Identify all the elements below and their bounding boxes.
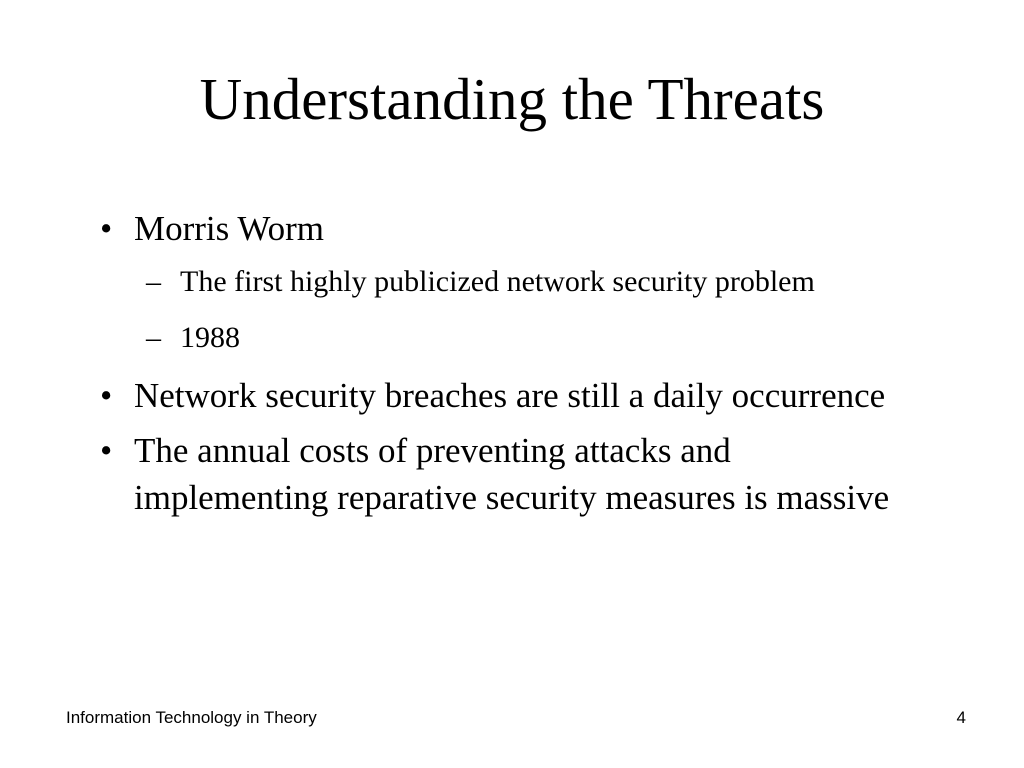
bullet-item [100, 427, 890, 521]
bullet-marker: • [100, 376, 113, 415]
sub-bullet-marker: – [146, 321, 161, 354]
footer-course-title: Information Technology in Theory [66, 708, 317, 727]
footer-page-number: 4 [956, 708, 966, 727]
bullet-item [100, 372, 890, 419]
bullet-text: The annual costs of preventing attacks and implementing reparative security measures is massive [134, 431, 890, 517]
sub-bullet-text: 1988 [180, 321, 240, 354]
sub-bullet-text: The first highly publicized network security problem [180, 265, 815, 298]
bullet-text: Network security breaches are still a daily occurrence [134, 376, 886, 415]
bullet-marker: • [100, 431, 113, 470]
bullet-text: Morris Worm [134, 209, 325, 248]
sub-bullet-item [100, 260, 890, 304]
sub-bullet-item [100, 316, 890, 360]
sub-bullet-marker: – [146, 265, 161, 298]
bullet-item [100, 205, 890, 252]
slide-body [100, 205, 890, 529]
bullet-marker: • [100, 209, 113, 248]
slide-title: Understanding the Threats [199, 66, 825, 132]
